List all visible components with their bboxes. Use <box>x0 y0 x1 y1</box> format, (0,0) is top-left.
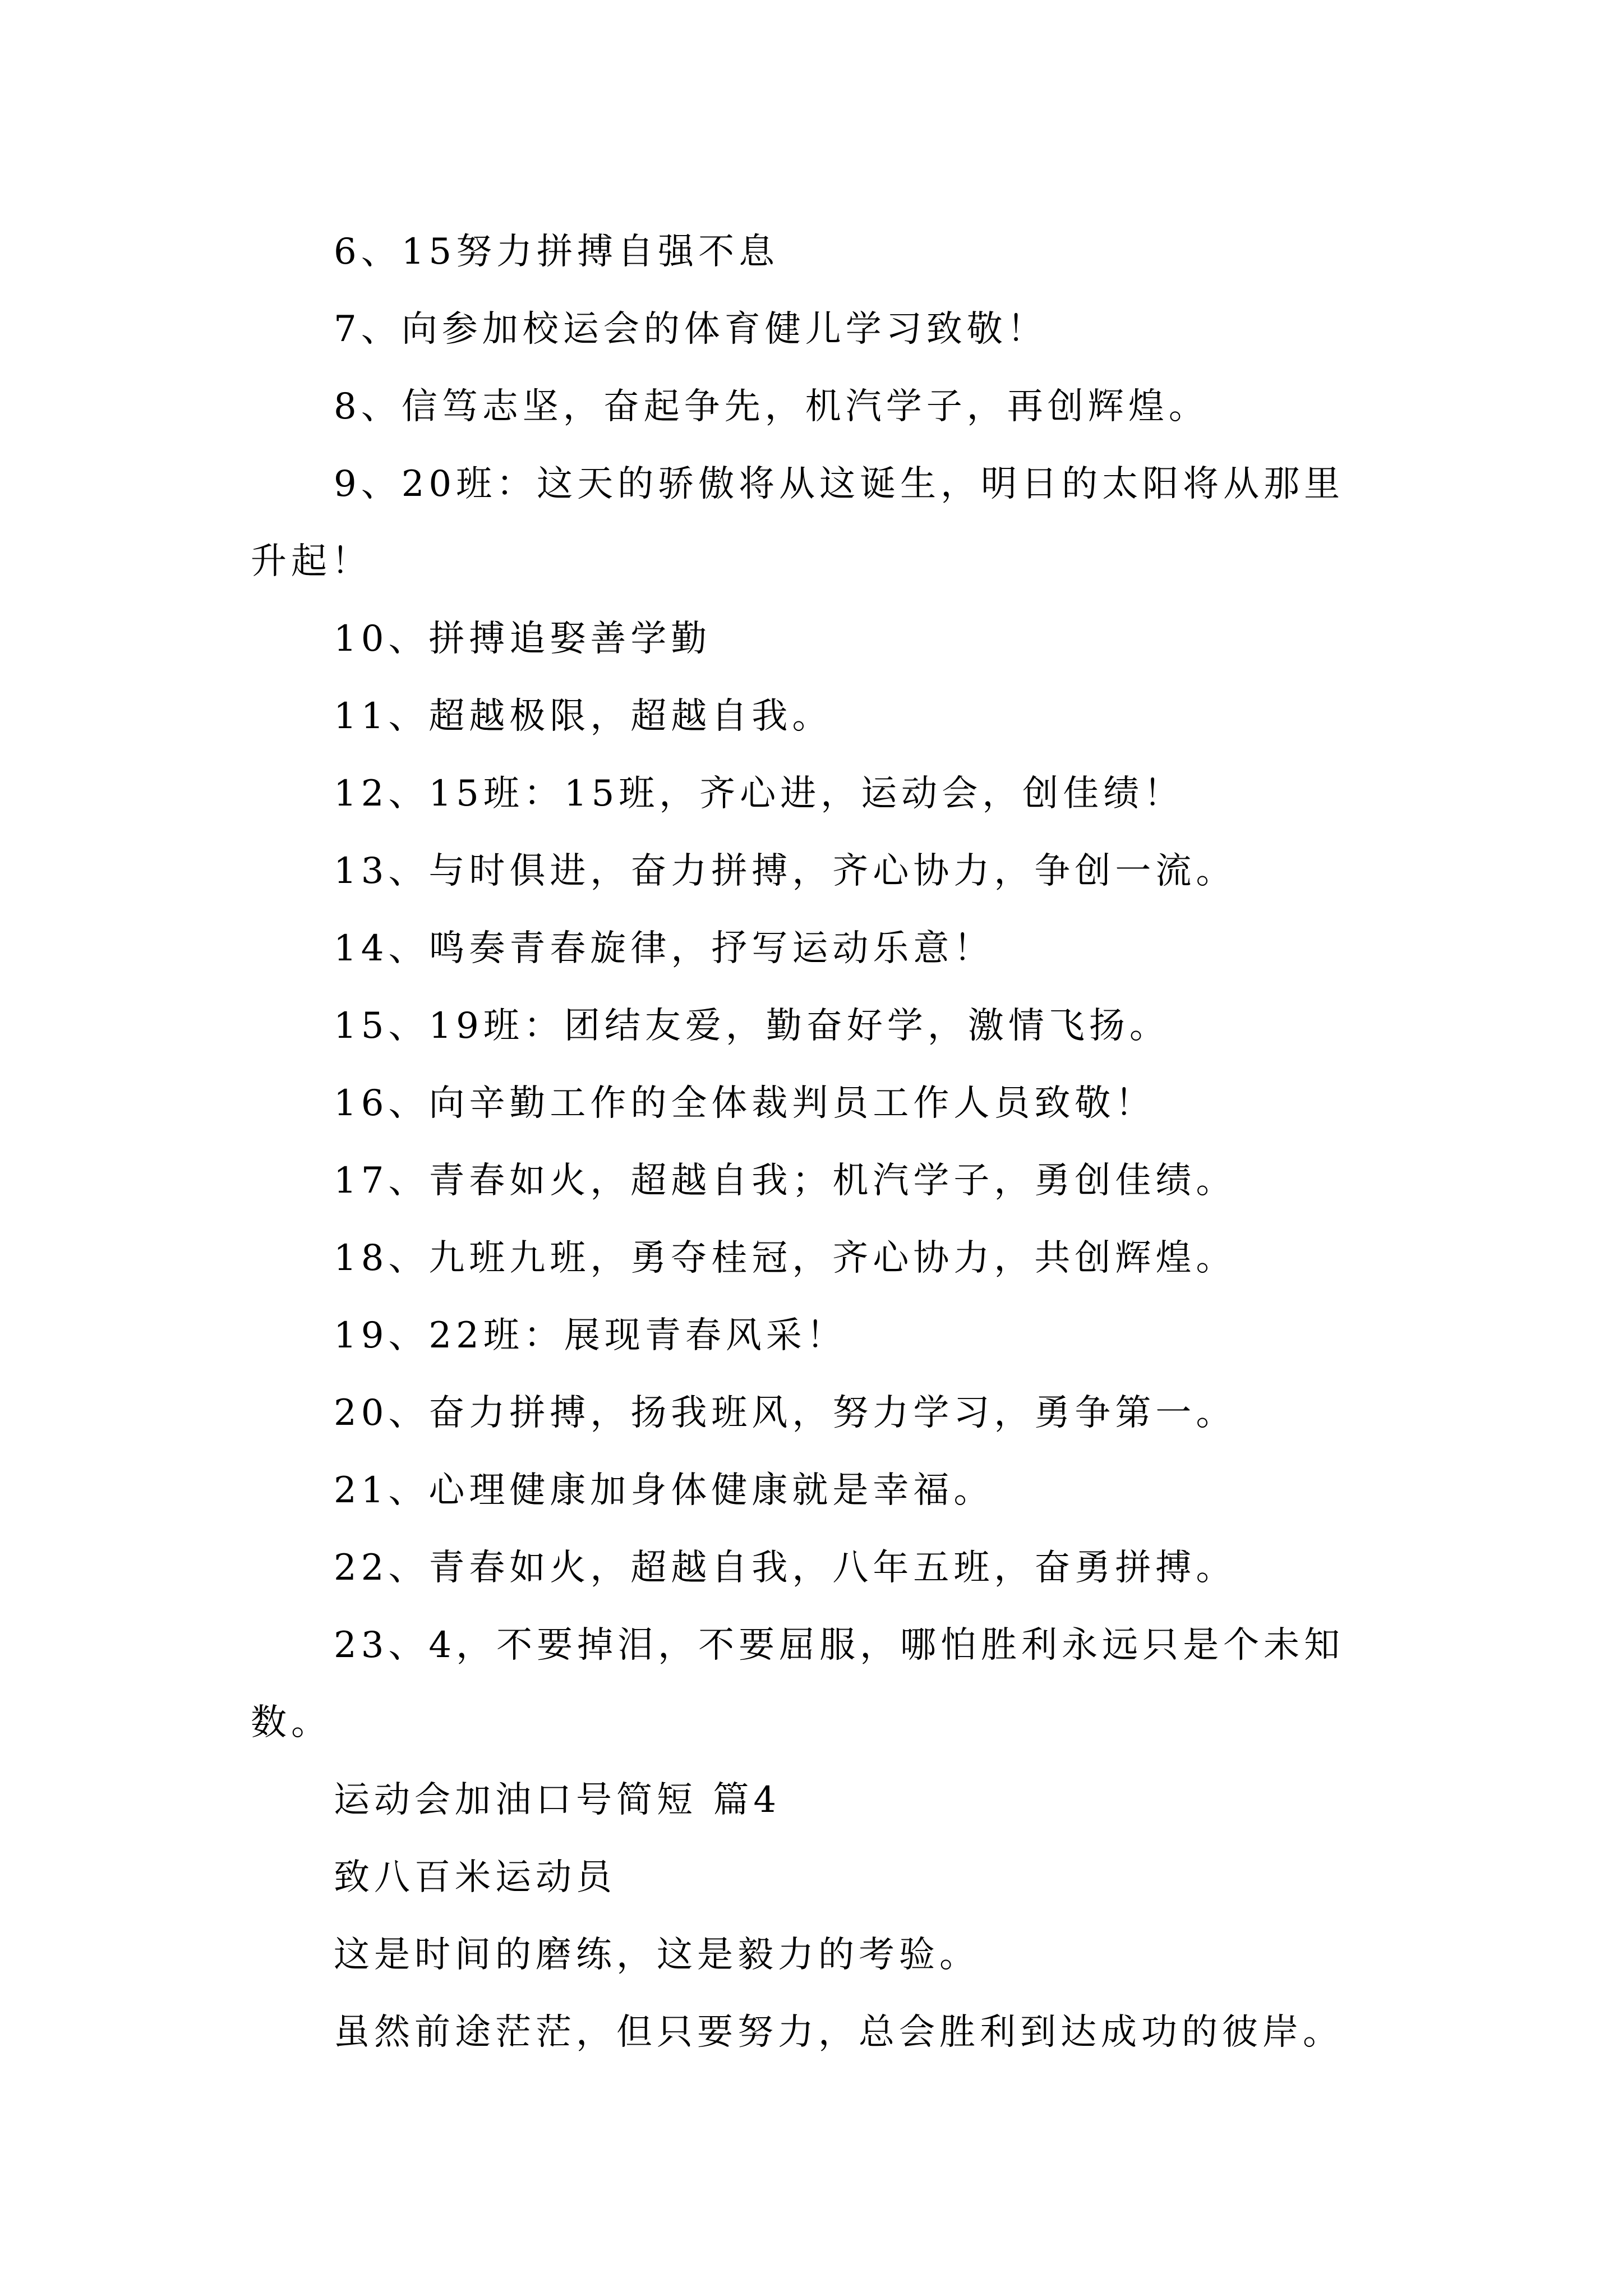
paragraph: 22、青春如火，超越自我，八年五班，奋勇拼搏。 <box>334 1547 1237 1589</box>
paragraph: 21、心理健康加身体健康就是幸福。 <box>334 1470 994 1511</box>
paragraph: 14、鸣奏青春旋律，抒写运动乐意！ <box>334 928 994 969</box>
paragraph: 15、19班：团结友爱，勤奋好学，激情飞扬。 <box>334 1005 1170 1047</box>
paragraph: 16、向辛勤工作的全体裁判员工作人员致敬！ <box>334 1083 1156 1124</box>
paragraph: 6、15努力拼搏自强不息 <box>334 231 780 273</box>
paragraph: 19、22班：展现青春风采！ <box>334 1315 847 1356</box>
paragraph: 8、信笃志坚，奋起争先，机汽学子，再创辉煌。 <box>334 386 1209 427</box>
paragraph: 7、向参加校运会的体育健儿学习致敬！ <box>334 309 1048 350</box>
subheading: 致八百米运动员 <box>334 1857 616 1898</box>
paragraph: 13、与时俱进，奋力拼搏，齐心协力，争创一流。 <box>334 850 1237 892</box>
paragraph: 9、20班：这天的骄傲将从这诞生，明日的太阳将从那里升起！ <box>251 463 1345 582</box>
section-heading: 运动会加油口号简短 篇4 <box>334 1779 781 1821</box>
paragraph: 虽然前途茫茫，但只要努力，总会胜利到达成功的彼岸。 <box>334 2012 1343 2053</box>
paragraph: 11、超越极限，超越自我。 <box>334 696 833 737</box>
paragraph: 这是时间的磨练，这是毅力的考验。 <box>334 1934 980 1976</box>
paragraph: 17、青春如火，超越自我；机汽学子，勇创佳绩。 <box>334 1160 1237 1202</box>
paragraph: 23、4，不要掉泪，不要屈服，哪怕胜利永远只是个未知数。 <box>251 1625 1345 1743</box>
paragraph: 10、拼搏追娶善学勤 <box>334 618 712 660</box>
document-body <box>251 213 1378 2071</box>
paragraph: 18、九班九班，勇夺桂冠，齐心协力，共创辉煌。 <box>334 1237 1237 1279</box>
paragraph: 20、奋力拼搏，扬我班风，努力学习，勇争第一。 <box>334 1392 1237 1434</box>
paragraph: 12、15班：15班，齐心进，运动会，创佳绩！ <box>334 773 1184 815</box>
